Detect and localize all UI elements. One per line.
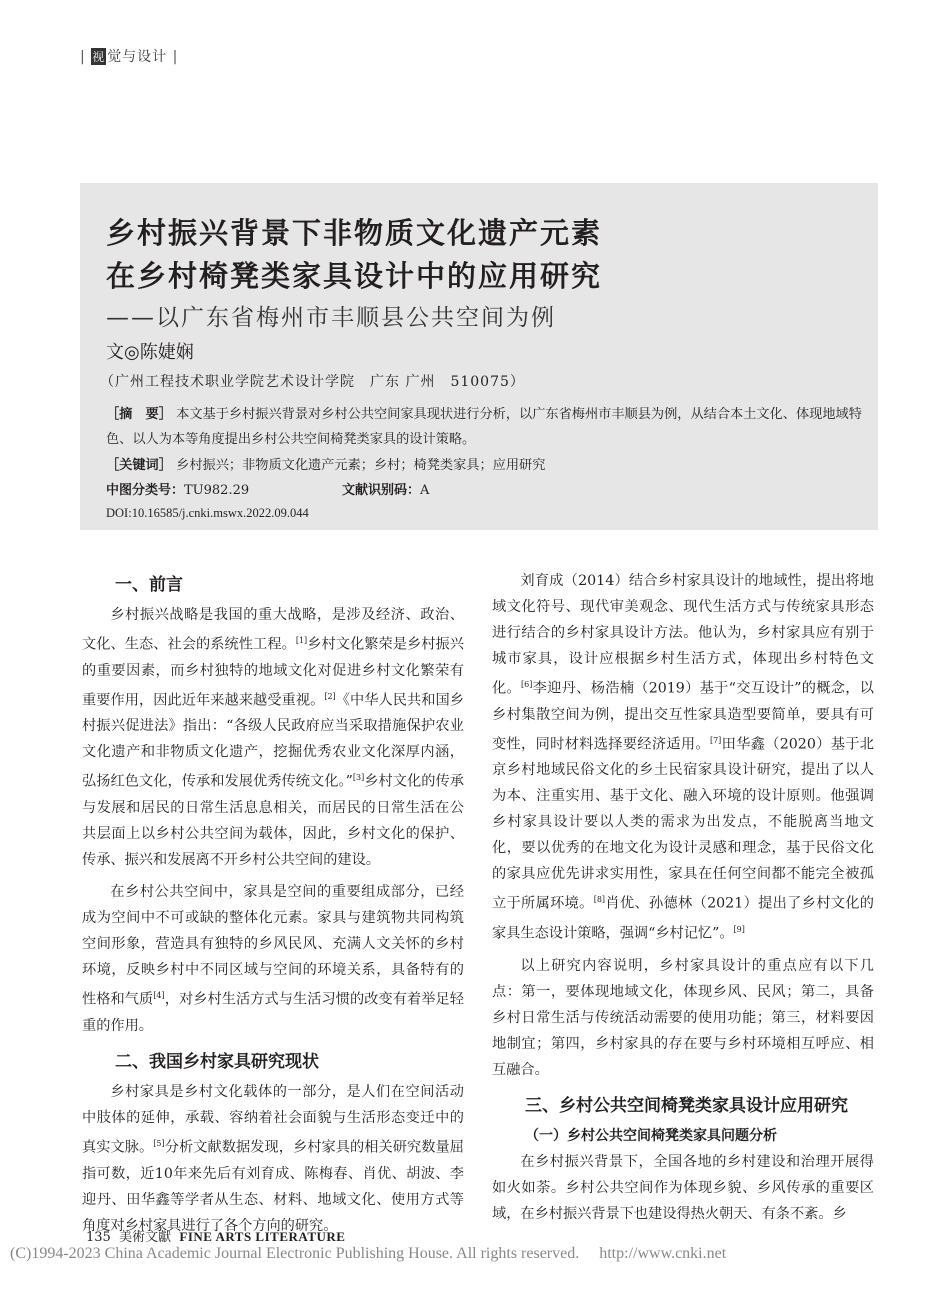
header-box-char: 视: [92, 50, 106, 64]
paragraph: 刘育成（2014）结合乡村家具设计的地域性，提出将地域文化符号、现代审美观念、现代生活方式与传统家具形态进行结合的乡村家具设计方法。他认为，乡村家具应有别于城市家具，设计应根据乡村生活方式，体现出乡村特色文化。[6]李迎丹、杨浩楠（2019）基于“交互设计”的概念，以乡村集散空间为例，提出交互性家具造型要简单，要具有可变性，同时材料选择要经济适用。[7]田华鑫（2020）基于北京乡村地域民俗文化的乡土民宿家具设计研究，提出了以人为本、注重实用、基于文化、融入环境的设计原则。他强调乡村家具设计要以人类的需求为出发点，不能脱离当地文化，要以优秀的在地文化为设计灵感和理念，基于民俗文化的家具应优先讲求实用性，家具在任何空间都不能完全被孤立于所属环境。[8]肖优、孙德林（2021）提出了乡村文化的家具生态设计策略，强调“乡村记忆”。[9]: [492, 573, 874, 942]
classification: [106, 480, 430, 502]
citation-ref: [4]: [153, 991, 165, 1001]
left-column: [82, 568, 464, 1245]
subtitle: ——以广东省梅州市丰顺县公共空间为例: [106, 305, 556, 331]
abstract-text: 本文基于乡村振兴背景对乡村公共空间家具现状进行分析，以广东省梅州市丰顺县为例，从结合本土文化、体现地域特色、以人为本等角度提出乡村公共空间椅凳类家具的设计策略。: [106, 407, 862, 447]
journal-name-cn: 美術文獻: [119, 1230, 172, 1245]
header-label: 觉与设计: [107, 49, 168, 65]
class-label: 中图分类号：: [106, 483, 185, 498]
doi: DOI:10.16585/j.cnki.mswx.2022.09.044: [106, 506, 309, 520]
title-line-1: 乡村振兴背景下非物质文化遗产元素: [106, 216, 603, 250]
lit-value: A: [420, 483, 430, 498]
copyright-watermark: (C)1994-2023 China Academic Journal Electronic Publishing House. All rights reserved. http://www.cnki.net: [10, 1245, 727, 1262]
citation-ref: [8]: [593, 895, 606, 905]
citation-ref: [6]: [521, 680, 533, 689]
affiliation: （广州工程技术职业学院艺术设计学院 广东 广州 510075）: [100, 374, 525, 390]
paragraph: 以上研究内容说明，乡村家具设计的重点应有以下几点：第一，要体现地域文化，体现乡风、民风；第二，具备乡村日常生活与传统活动需要的使用功能；第三，材料要因地制宜；第四，乡村家具的存在要与乡村环境相互呼应、相互融合。: [492, 957, 874, 1078]
section-header: | 视 觉与设计 |: [80, 49, 179, 65]
title-line-2: 在乡村椅凳类家具设计中的应用研究: [106, 259, 603, 293]
citation-ref: [1]: [295, 636, 308, 645]
paragraph: 乡村振兴战略是我国的重大战略，是涉及经济、政治、文化、生态、社会的系统性工程。[1]乡村文化繁荣是乡村振兴的重要因素，而乡村独特的地域文化对促进乡村文化繁荣有重要作用，因此近年来越来越受重视。[2]《中华人民共和国乡村振兴促进法》指出：“各级人民政府应当采取措施保护农业文化遗产和非物质文化遗产，挖掘优秀农业文化深厚内涵，弘扬红色文化，传承和发展优秀传统文化。”[3]乡村文化的传承与发展和居民的日常生活息息相关，而居民的日常生活在公共层面上以乡村公共空间为载体，因此，乡村文化的保护、传承、振兴和发展离不开乡村公共空间的建设。: [82, 607, 464, 869]
right-column: [492, 568, 874, 1233]
section-heading-research: 二、我国乡村家具研究现状: [115, 1051, 319, 1072]
citation-ref: [9]: [733, 925, 745, 935]
citation-ref: [3]: [352, 773, 365, 783]
paragraph: 乡村家具是乡村文化载体的一部分，是人们在空间活动中肢体的延伸，承载、容纳着社会面貌与生活形态变迁中的真实文脉。[5]分析文献数据发现，乡村家具的相关研究数量屈指可数，近10年来先后有刘育成、陈梅春、肖优、胡波、李迎丹、田华鑫等学者从生态、材料、地域文化、使用方式等角度对乡村家具进行了各个方向的研究。: [82, 1083, 464, 1234]
keywords-label: ［关键词］: [106, 458, 172, 473]
citation-ref: [7]: [709, 735, 722, 745]
section-heading-application: 三、乡村公共空间椅凳类家具设计应用研究: [525, 1095, 848, 1116]
lit-label: 文献识别码：: [342, 483, 421, 498]
author: 文◎陈婕娴: [106, 342, 194, 363]
subsection-heading: （一）乡村公共空间椅凳类家具问题分析: [525, 1127, 777, 1144]
abstract: [106, 402, 876, 452]
lit-code: [342, 480, 429, 502]
page-number: 135: [86, 1230, 111, 1245]
citation-ref: [5]: [153, 1138, 165, 1148]
journal-name-en: FINE ARTS LITERATURE: [179, 1229, 346, 1244]
citation-ref: [2]: [324, 691, 336, 701]
abstract-label: ［摘 要］: [106, 407, 172, 422]
paragraph: 在乡村公共空间中，家具是空间的重要组成部分，已经成为空间中不可或缺的整体化元素。家具与建筑物共同构筑空间形象，营造具有独特的乡风民风、充满人文关怀的乡村环境，反映乡村中不同区域与空间的环境关系，具备特有的性格和气质[4]，对乡村生活方式与生活习惯的改变有着举足轻重的作用。: [82, 884, 464, 1034]
paragraph: 在乡村振兴背景下，全国各地的乡村建设和治理开展得如火如荼。乡村公共空间作为体现乡貌、乡风传承的重要区域，在乡村振兴背景下也建设得热火朝天、有条不紊。乡: [492, 1153, 874, 1222]
class-value: TU982.29: [184, 483, 250, 498]
keywords: [106, 455, 545, 477]
section-heading-intro: 一、前言: [115, 575, 183, 595]
keywords-text: 乡村振兴；非物质文化遗产元素；乡村；椅凳类家具；应用研究: [176, 458, 546, 473]
